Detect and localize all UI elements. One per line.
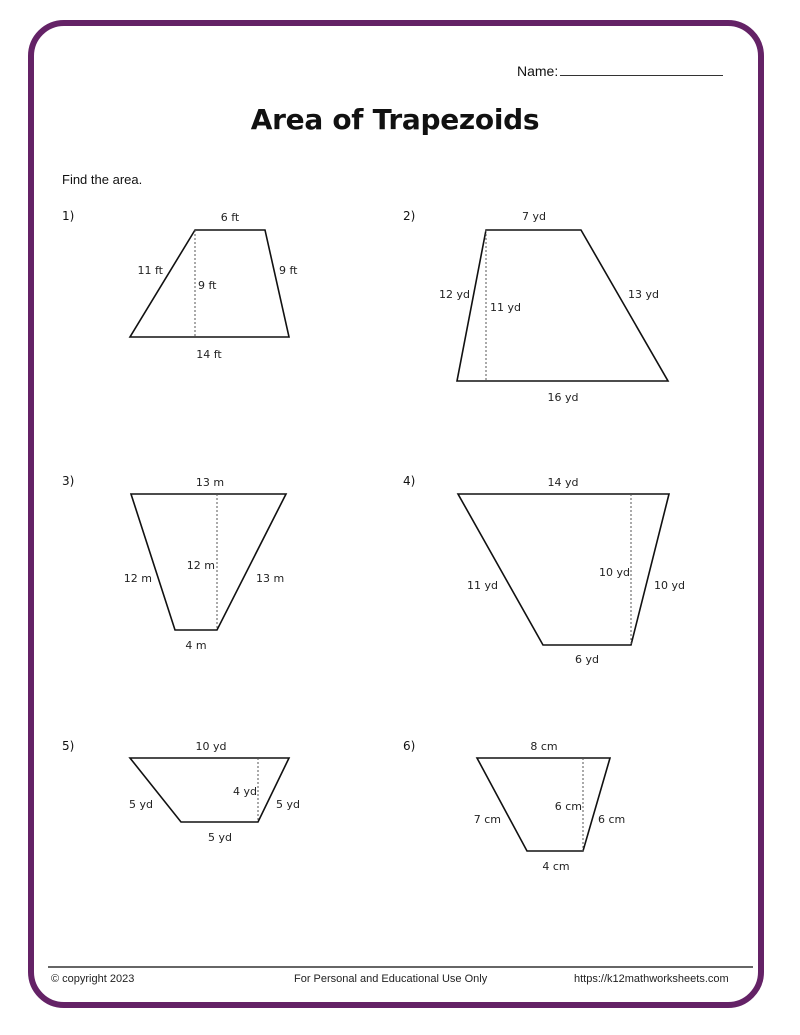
top-base-label: 6 ft [220,211,240,224]
left-side-label: 12 m [123,572,152,585]
trapezoid-2 [439,210,668,404]
problem-number-1: 1) [62,209,75,223]
top-base-label: 14 yd [547,476,579,489]
top-base-label: 7 yd [522,210,546,223]
trapezoid-5 [129,740,300,844]
instructions: Find the area. [62,172,143,187]
problem-number-5: 5) [62,739,75,753]
right-side-label: 13 yd [628,288,659,301]
problem-number-3: 3) [62,474,75,488]
bottom-base-label: 4 cm [542,860,570,873]
bottom-base-label: 6 yd [575,653,599,666]
height-label: 11 yd [490,301,521,314]
problem-number-6: 6) [403,739,416,753]
page-title: Area of Trapezoids [250,103,540,136]
right-side-label: 5 yd [276,798,300,811]
trapezoid-3 [124,476,286,652]
right-side-label: 9 ft [279,264,298,277]
bottom-base-label: 14 ft [196,348,222,361]
left-side-label: 12 yd [439,288,470,301]
left-side-label: 7 cm [473,813,501,826]
height-label: 12 m [186,559,215,572]
trapezoid-4 [458,476,685,666]
left-side-label: 11 yd [467,579,498,592]
problem-number-4: 4) [403,474,416,488]
problem-number-2: 2) [403,209,416,223]
height-label: 10 yd [599,566,630,579]
footer-copyright: © copyright 2023 [51,973,135,985]
footer-divider [48,966,753,968]
bottom-base-label: 16 yd [547,391,579,404]
footer-usage: For Personal and Educational Use Only [294,973,488,985]
left-side-label: 5 yd [129,798,153,811]
right-side-label: 13 m [256,572,285,585]
height-label: 4 yd [233,785,257,798]
top-base-label: 10 yd [195,740,227,753]
bottom-base-label: 4 m [185,639,207,652]
right-side-label: 6 cm [598,813,626,826]
trapezoid-6 [474,740,626,873]
right-side-label: 10 yd [654,579,685,592]
trapezoid-1 [130,211,298,361]
footer-url[interactable]: https://k12mathworksheets.com [574,973,729,985]
name-label: Name: [517,63,559,79]
top-base-label: 8 cm [530,740,558,753]
left-side-label: 11 ft [137,264,163,277]
height-label: 6 cm [554,800,582,813]
top-base-label: 13 m [195,476,225,489]
bottom-base-label: 5 yd [208,831,232,844]
height-label: 9 ft [198,279,217,292]
